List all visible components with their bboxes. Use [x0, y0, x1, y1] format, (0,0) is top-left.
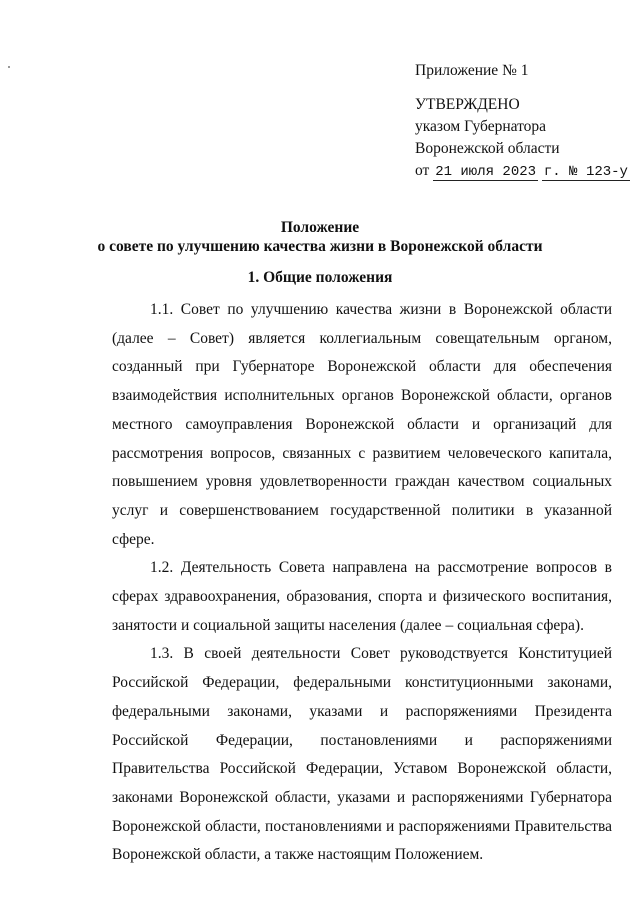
number-sign: № — [569, 164, 578, 180]
date-suffix: г. — [543, 164, 561, 180]
paragraph-1-2: 1.2. Деятельность Совета направлена на рассмотрение вопросов в сферах здравоохранения, образования, спорта и физического воспитания, занятости и социальной защиты населения (далее – социальная сфера). — [112, 559, 612, 634]
document-body — [112, 296, 612, 870]
approved-label: УТВЕРЖДЕНО — [415, 96, 520, 113]
decree-date-line — [415, 160, 630, 183]
document-subtitle: о совете по улучшению качества жизни в Воронежской области — [97, 238, 543, 255]
document-title: Положение — [280, 219, 360, 236]
scan-speck — [8, 66, 10, 68]
approved-by-line1: указом Губернатора — [415, 118, 547, 135]
decree-number: 123-у — [585, 164, 628, 180]
decree-date: 21 июля 2023 — [435, 164, 537, 180]
approval-block — [415, 60, 630, 183]
paragraph-1-3: 1.3. В своей деятельности Совет руководствуется Конституцией Российской Федерации, федеральными конституционными законами, федеральными законами, указами и распоряжениями Президента Российской Федерации, постановлениями и распоряжениями Правительства Российской Федерации, Уставом Воронежской области, законами Воронежской области, указами и распоряжениями Губернатора Воронежской области, постановлениями и распоряжениями Правительства Воронежской области, а также настоящим Положением. — [112, 645, 612, 864]
approved-by-line2: Воронежской области — [415, 140, 560, 157]
paragraph-1-1: 1.1. Совет по улучшению качества жизни в Воронежской области (далее – Совет) является коллегиальным совещательным органом, созданный при Губернаторе Воронежской области для обеспечения взаимодействия исполнительных органов Воронежской области, органов местного самоуправления Воронежской области и организаций для рассмотрения вопросов, связанных с развитием человеческого капитала, повышением уровня удовлетворенности граждан качеством социальных услуг и совершенствованием государственной политики в указанной сфере. — [112, 301, 612, 548]
appendix-label: Приложение № 1 — [415, 62, 529, 79]
date-prefix: от — [415, 162, 430, 179]
section-heading: 1. Общие положения — [247, 269, 393, 286]
